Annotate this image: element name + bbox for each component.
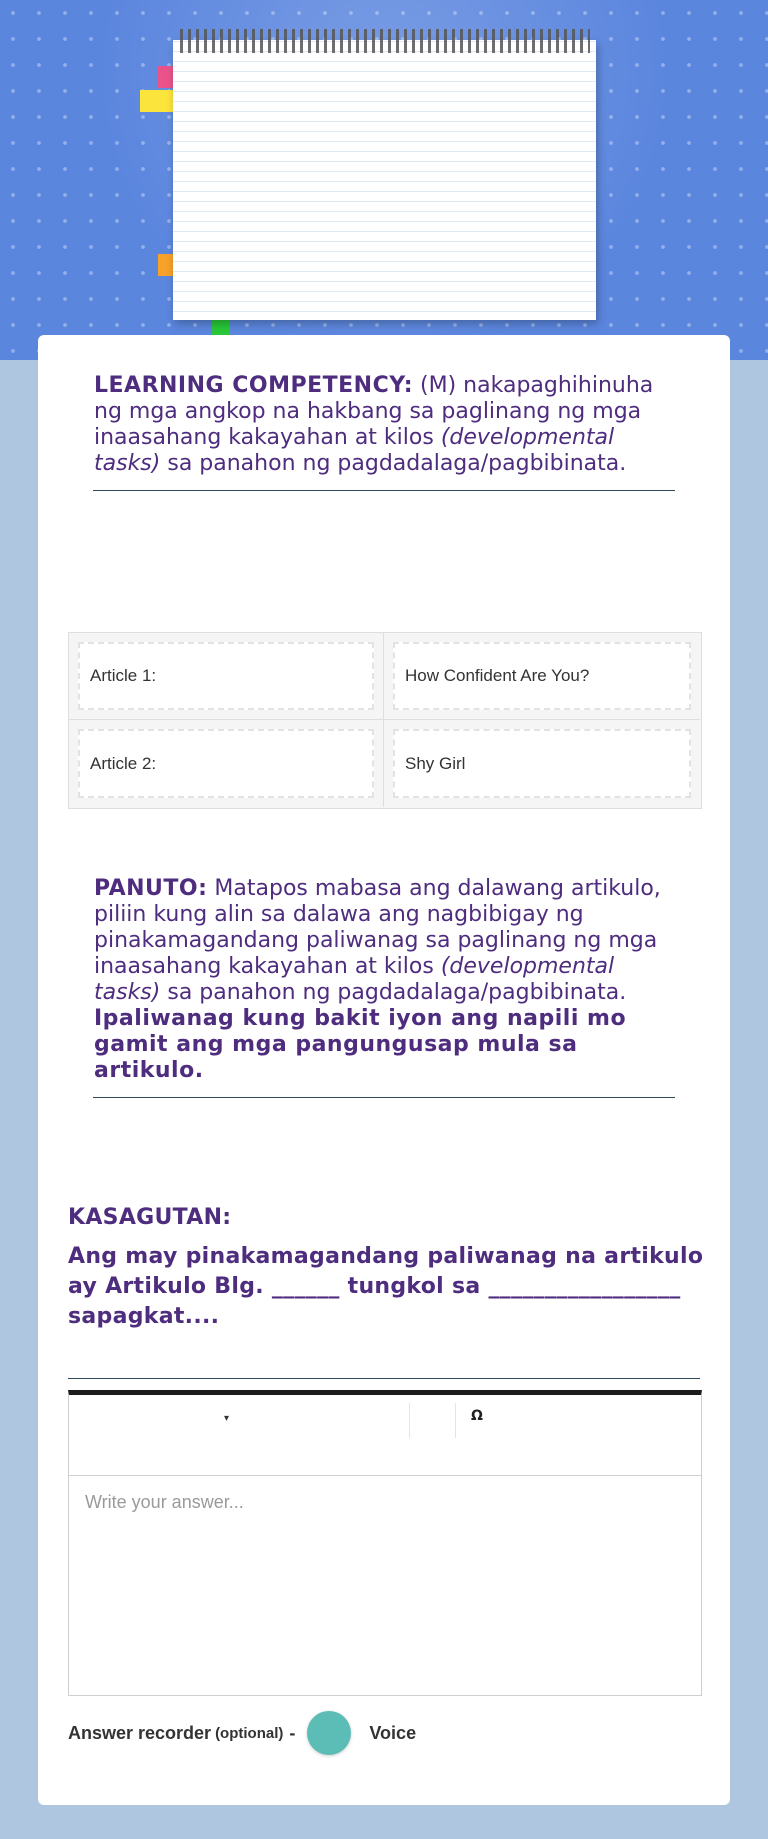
recorder-label: Answer recorder [68,1722,212,1743]
article-1-title: How Confident Are You? [393,642,691,710]
recorder-optional: (optional) [215,1724,284,1742]
panuto-bold-line: Ipaliwanag kung bakit iyon ang napili mo gamit ang mga pangungusap mula sa artikulo. [94,1006,627,1083]
panuto-text: Matapos mabasa ang dalawang artikulo, piliin kung alin sa dalawa ang nagbibigay ng pinakamagandang paliwanag sa paglinang ng mga inaasahang kakayahan at kilos [94,876,661,979]
recorder-dash: - [289,1722,296,1743]
panuto-italic: (developmental tasks) [94,954,615,1005]
toolbar-separator [409,1403,410,1438]
panuto-instructions [94,876,674,1084]
competency-label: LEARNING COMPETENCY: [94,373,414,398]
notebook-spiral [180,29,590,53]
table-cell [69,720,384,807]
learning-competency [94,373,674,477]
panuto-text-end: sa panahon ng pagdadalaga/pagbibinata. [160,980,627,1005]
article-2-label: Article 2: [78,729,374,798]
table-cell [384,633,700,720]
notebook-illustration [173,40,596,320]
table-cell [384,720,700,807]
answer-textarea[interactable] [69,1476,701,1695]
competency-text: (M) nakapaghihinuha ng mga angkop na hakbang sa paglinang ng mga inaasahang kakayahan at kilos [94,373,654,450]
answer-recorder [68,1710,668,1756]
competency-italic: (developmental tasks) [94,425,615,476]
competency-divider [93,490,675,491]
special-character-button[interactable]: Ω [471,1408,483,1424]
editor-toolbar [69,1395,701,1476]
answer-editor [68,1390,702,1696]
kasagutan-template: Ang may pinakamagandang paliwanag na artikulo ay Artikulo Blg. ______ tungkol sa _________________ sapagkat.... [68,1244,704,1329]
voice-label: Voice [369,1722,417,1743]
format-dropdown-caret-icon[interactable]: ▾ [224,1413,230,1424]
panuto-label: PANUTO: [94,876,208,901]
article-1-label: Article 1: [78,642,374,710]
table-cell [69,633,384,720]
article-2-title: Shy Girl [393,729,691,798]
kasagutan-divider [68,1378,700,1379]
articles-table [68,632,702,809]
record-button[interactable] [307,1711,351,1755]
toolbar-separator [455,1403,456,1438]
kasagutan-label: KASAGUTAN: [68,1205,232,1230]
competency-text-end: sa panahon ng pagdadalaga/pagbibinata. [160,451,627,476]
panuto-divider [93,1097,675,1098]
